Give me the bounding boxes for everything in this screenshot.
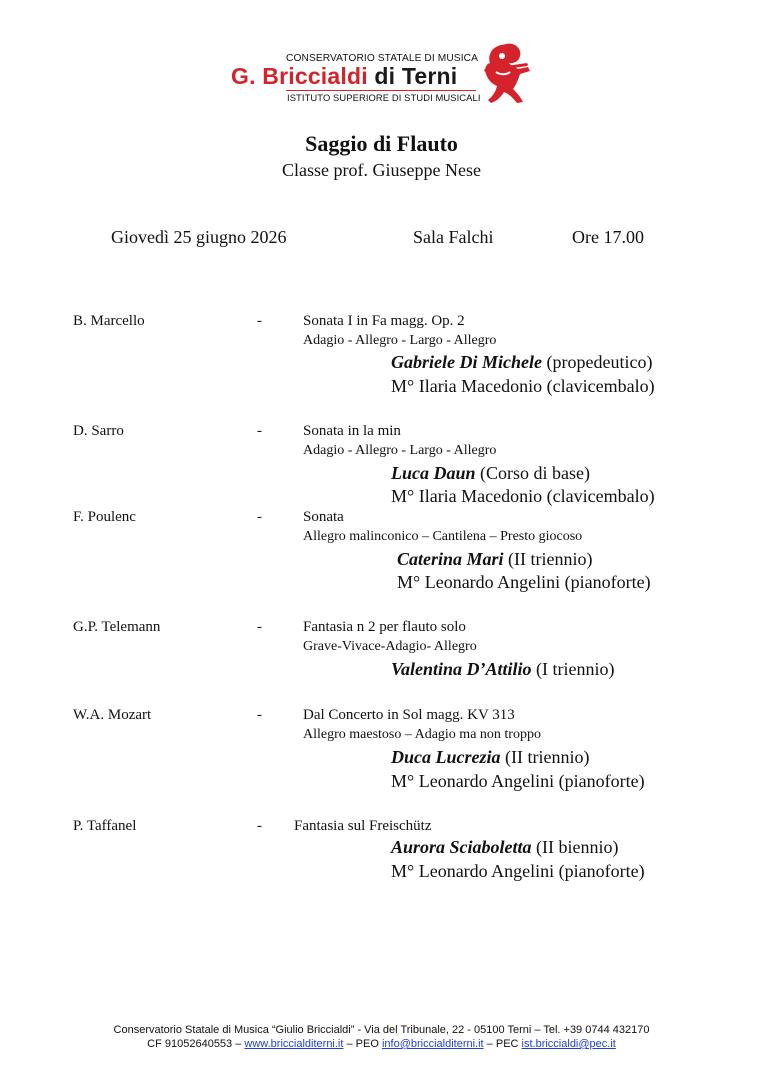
movements: Grave-Vivace-Adagio- Allegro — [303, 639, 477, 654]
performer-level: (II biennio) — [531, 837, 619, 857]
footer-peo-label: – PEO — [343, 1038, 382, 1050]
event-time: Ore 17.00 — [572, 227, 644, 247]
separator-dash: - — [257, 423, 262, 439]
performer-level: (II triennio) — [503, 549, 593, 569]
event-date: Giovedì 25 giugno 2026 — [111, 227, 287, 247]
performer-level: (propedeutico) — [541, 352, 653, 372]
performer — [397, 549, 593, 570]
composer: B. Marcello — [73, 313, 145, 329]
performer-name: Duca Lucrezia — [391, 747, 501, 767]
composer: G.P. Telemann — [73, 619, 161, 635]
composer: P. Taffanel — [73, 818, 137, 834]
website-link[interactable]: www.briccialditerni.it — [244, 1038, 344, 1050]
institution-bottom-text: ISTITUTO SUPERIORE DI STUDI MUSICALI — [287, 92, 481, 103]
performer — [391, 659, 615, 680]
peo-email-link[interactable]: info@briccialditerni.it — [381, 1038, 484, 1050]
institution-top-text: CONSERVATORIO STATALE DI MUSICA — [286, 53, 478, 64]
institution-name — [231, 63, 457, 90]
performer-level: (I triennio) — [531, 659, 615, 679]
work-title: Dal Concerto in Sol magg. KV 313 — [303, 707, 515, 723]
accompanist: M° Ilaria Macedonio (clavicembalo) — [391, 376, 655, 396]
separator-dash: - — [257, 818, 262, 834]
footer-cf: CF 91052640553 – — [147, 1038, 245, 1050]
institution-name-part1: G. Briccialdi — [231, 63, 368, 89]
footer-address: Conservatorio Statale di Musica “Giulio Briccialdi” - Via del Tribunale, 22 - 05100 Terni – Tel. +39 0744 432170 — [113, 1024, 650, 1036]
composer: D. Sarro — [73, 423, 124, 439]
separator-dash: - — [257, 707, 262, 723]
separator-dash: - — [257, 313, 262, 329]
separator-dash: - — [257, 619, 262, 635]
work-title: Sonata — [303, 509, 344, 525]
composer: F. Poulenc — [73, 509, 136, 525]
work-title: Sonata I in Fa magg. Op. 2 — [303, 313, 465, 329]
footer-contacts — [0, 1038, 763, 1050]
accompanist: M° Leonardo Angelini (pianoforte) — [391, 771, 645, 791]
movements: Allegro maestoso – Adagio ma non troppo — [303, 727, 541, 742]
performer — [391, 463, 590, 484]
movements: Adagio - Allegro - Largo - Allegro — [303, 443, 497, 458]
performer — [391, 747, 589, 768]
performer-level: (II triennio) — [500, 747, 590, 767]
performer-level: (Corso di base) — [475, 463, 590, 483]
performer — [391, 837, 619, 858]
flutist-figure-icon — [480, 42, 532, 104]
performer-name: Caterina Mari — [397, 549, 504, 569]
performer — [391, 352, 652, 373]
separator-dash: - — [257, 509, 262, 525]
performer-name: Gabriele Di Michele — [391, 352, 542, 372]
institution-name-part2: di Terni — [374, 63, 458, 89]
accompanist: M° Ilaria Macedonio (clavicembalo) — [391, 486, 655, 506]
composer: W.A. Mozart — [73, 707, 152, 723]
accompanist: M° Leonardo Angelini (pianoforte) — [391, 861, 645, 881]
pec-email-link[interactable]: ist.briccialdi@pec.it — [521, 1038, 616, 1050]
performer-name: Luca Daun — [391, 463, 476, 483]
work-title: Sonata in la min — [303, 423, 401, 439]
performer-name: Valentina D’Attilio — [391, 659, 532, 679]
movements: Adagio - Allegro - Largo - Allegro — [303, 333, 497, 348]
work-title: Fantasia n 2 per flauto solo — [303, 619, 466, 635]
work-title: Fantasia sul Freischütz — [294, 818, 432, 834]
event-subtitle: Classe prof. Giuseppe Nese — [282, 160, 481, 180]
logo-divider — [286, 90, 476, 91]
performer-name: Aurora Sciaboletta — [391, 837, 532, 857]
event-title: Saggio di Flauto — [305, 131, 458, 156]
movements: Allegro malinconico – Cantilena – Presto giocoso — [303, 529, 583, 544]
accompanist: M° Leonardo Angelini (pianoforte) — [397, 572, 651, 592]
footer-pec-label: – PEC — [483, 1038, 522, 1050]
event-venue: Sala Falchi — [413, 227, 494, 247]
